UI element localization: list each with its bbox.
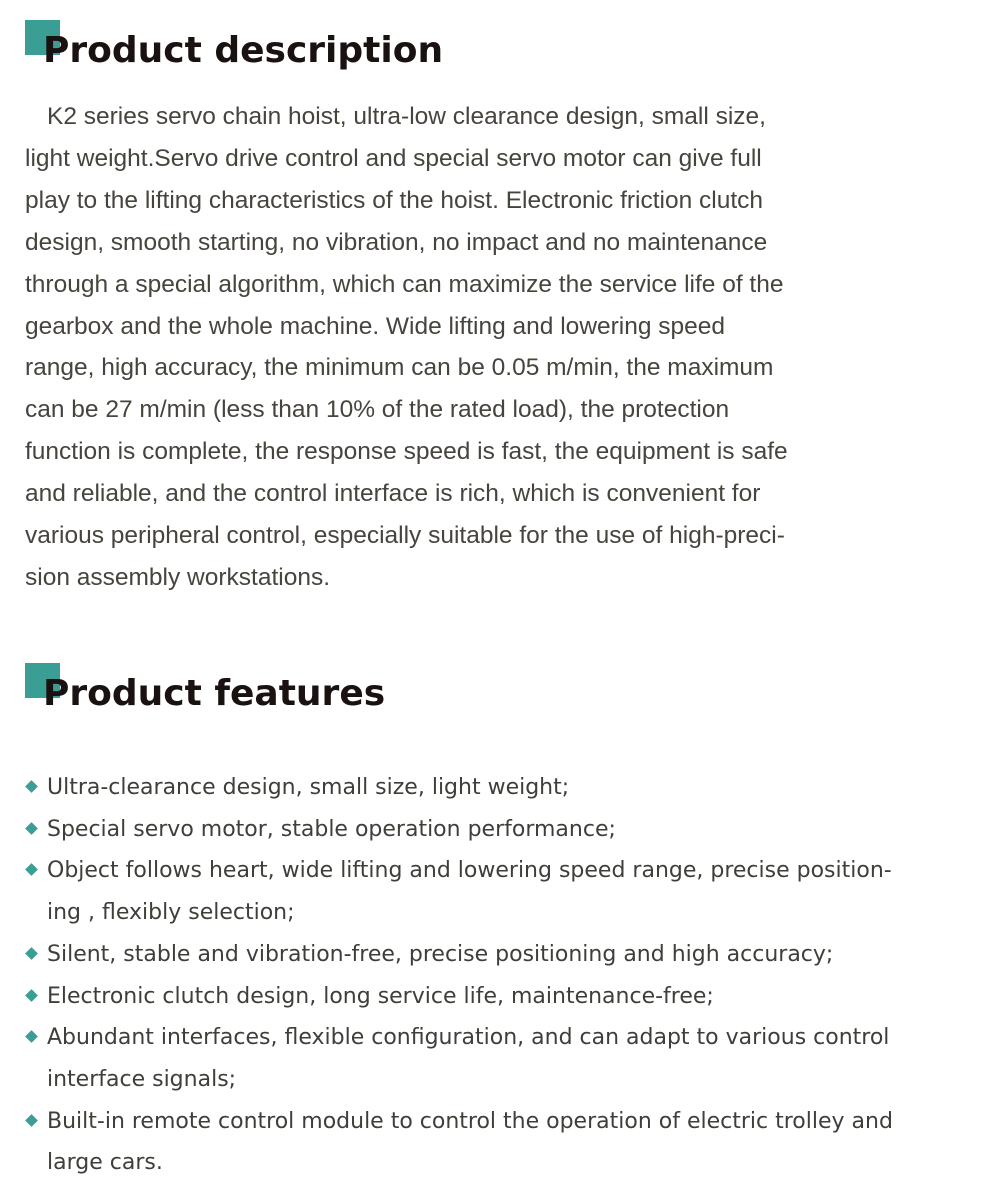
feature-text <box>47 767 955 809</box>
feature-line: Ultra-clearance design, small size, light weight; <box>47 775 570 800</box>
description-line: various peripheral control, especially suitable for the use of high-preci- <box>25 522 785 550</box>
feature-text <box>47 809 955 851</box>
description-line: gearbox and the whole machine. Wide lifting and lowering speed <box>25 312 726 340</box>
diamond-bullet-icon <box>25 822 38 835</box>
diamond-bullet-icon <box>25 1114 38 1127</box>
diamond-bullet-icon <box>25 864 38 877</box>
feature-line: Built-in remote control module to control the operation of electric trolley and <box>47 1108 893 1134</box>
feature-line: large cars. <box>47 1150 163 1176</box>
feature-text <box>47 976 955 1018</box>
diamond-bullet-icon <box>25 989 38 1002</box>
feature-line: Electronic clutch design, long service life, maintenance-free; <box>47 983 714 1009</box>
description-line: range, high accuracy, the minimum can be 0.05 m/min, the maximum <box>25 354 774 382</box>
description-paragraph <box>25 96 875 599</box>
feature-line: ing , flexibly selection; <box>47 900 295 926</box>
feature-item <box>25 934 955 976</box>
feature-line: Special servo motor, stable operation performance; <box>47 816 616 842</box>
description-line: and reliable, and the control interface is rich, which is convenient for <box>25 480 761 508</box>
feature-text <box>47 1101 955 1184</box>
feature-text <box>47 850 955 933</box>
description-line: play to the lifting characteristics of the hoist. Electronic friction clutch <box>25 186 764 214</box>
description-line: function is complete, the response speed is fast, the equipment is safe <box>25 438 788 466</box>
description-line: sion assembly workstations. <box>25 563 331 591</box>
feature-item <box>25 809 955 851</box>
feature-item <box>25 767 955 809</box>
diamond-bullet-icon <box>25 780 38 793</box>
description-line: design, smooth starting, no vibration, no impact and no maintenance <box>25 228 768 256</box>
description-line: light weight.Servo drive control and special servo motor can give full <box>25 144 762 172</box>
feature-line: Silent, stable and vibration-free, precise positioning and high accuracy; <box>47 941 834 967</box>
feature-item <box>25 1017 955 1100</box>
feature-text <box>47 1017 955 1100</box>
feature-item <box>25 976 955 1018</box>
diamond-bullet-icon <box>25 1030 38 1043</box>
feature-item <box>25 850 955 933</box>
feature-line: interface signals; <box>47 1066 237 1092</box>
feature-item <box>25 1101 955 1184</box>
description-title: Product description <box>43 30 444 71</box>
feature-line: Abundant interfaces, flexible configuration, and can adapt to various control <box>47 1025 890 1051</box>
description-line: through a special algorithm, which can maximize the service life of the <box>25 270 784 298</box>
features-list <box>25 767 955 1184</box>
description-line: can be 27 m/min (less than 10% of the rated load), the protection <box>25 396 730 424</box>
feature-text <box>47 934 955 976</box>
diamond-bullet-icon <box>25 947 38 960</box>
features-title: Product features <box>43 673 386 714</box>
description-line: K2 series servo chain hoist, ultra-low clearance design, small size, <box>47 103 766 130</box>
feature-line: Object follows heart, wide lifting and lowering speed range, precise position- <box>47 858 892 884</box>
